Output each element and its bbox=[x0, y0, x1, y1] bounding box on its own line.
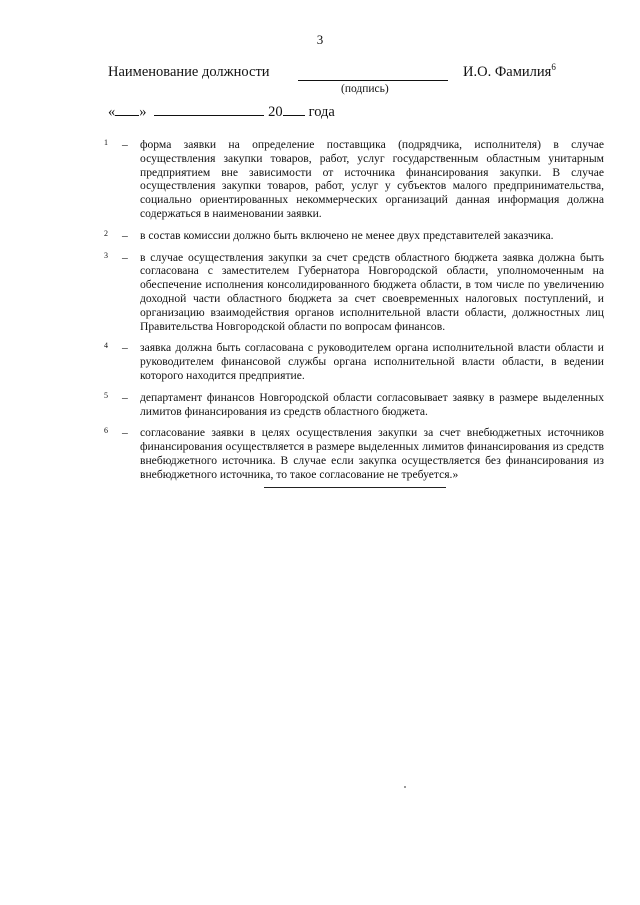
position-label: Наименование должности bbox=[108, 64, 270, 80]
name-footnote-ref: 6 bbox=[551, 62, 556, 72]
signature-block bbox=[108, 64, 578, 104]
footnote-number: 5 bbox=[104, 390, 108, 400]
footnote-number: 3 bbox=[104, 250, 108, 260]
year-prefix: 20 bbox=[268, 104, 283, 120]
footnote-number: 2 bbox=[104, 228, 108, 238]
footnote-dash: – bbox=[122, 390, 128, 404]
footnote-number: 1 bbox=[104, 138, 108, 147]
footnote-dash: – bbox=[122, 228, 128, 242]
name-label bbox=[463, 64, 556, 81]
year-blank bbox=[283, 103, 305, 116]
footnote-text: в случае осуществления закупки за счет средств областного бюджета заявка должна быть согласована с заместителем Губернатора Новгородской области, уполномоченным на обеспечение исполнения консолидированного бюджета области, в том числе по увеличению доходной части областного бюджета за счет своевременных налоговых поступлений, и организацию взаимодействия органов исполнительной власти области, должностных лиц Правительства Новгородской области по вопросам финансов. bbox=[140, 250, 604, 333]
date-open-quote: « bbox=[108, 104, 116, 120]
footnote-text: заявка должна быть согласована с руководителем органа исполнительной власти области и руководителем финансовой службы органа исполнительной власти области, в ведении которого находится предприятие. bbox=[140, 341, 604, 382]
name-text: И.О. Фамилия bbox=[463, 64, 552, 80]
month-blank bbox=[154, 103, 264, 116]
signature-caption: (подпись) bbox=[341, 83, 389, 95]
footnote-2 bbox=[104, 229, 604, 243]
end-rule bbox=[264, 487, 446, 488]
day-blank bbox=[115, 103, 139, 116]
footnote-dash: – bbox=[122, 341, 128, 355]
footnote-3 bbox=[104, 251, 604, 334]
footnote-dash: – bbox=[122, 138, 128, 151]
footnote-5 bbox=[104, 391, 604, 419]
footnote-dash: – bbox=[122, 250, 128, 264]
year-suffix: года bbox=[308, 104, 335, 120]
page-number: 3 bbox=[316, 32, 324, 47]
footnote-text: согласование заявки в целях осуществления закупки за счет внебюджетных источников финансирования осуществляется в размере выделенных лимитов финансирования из средств внебюджетного источника. В случае если закупка осуществляется без финансирования из внебюджетного источника, то такое согласование не требуется.» bbox=[140, 426, 604, 481]
footnote-dash: – bbox=[122, 426, 128, 440]
footnotes-list bbox=[104, 138, 604, 490]
footnote-text: форма заявки на определение поставщика (подрядчика, исполнителя) в случае осуществления закупки товаров, работ, услуг государственным областным унитарным предприятием вне зависимости от источника финансирования закупки. В случае осуществления закупки товаров, работ, услуг у субъектов малого предпринимательства, социально ориентированных некоммерческих организаций данная информация должна содержаться в наименовании заявки. bbox=[140, 138, 604, 220]
footnote-1 bbox=[104, 138, 604, 221]
footnote-4 bbox=[104, 341, 604, 382]
footnote-6 bbox=[104, 426, 604, 481]
footnote-text: департамент финансов Новгородской области согласовывает заявку в размере выделенных лимитов финансирования из средств областного бюджета. bbox=[140, 390, 604, 418]
date-close-quote: » bbox=[139, 104, 147, 120]
footnote-number: 4 bbox=[104, 341, 108, 351]
footnote-number: 6 bbox=[104, 426, 108, 436]
scan-speck bbox=[404, 786, 406, 788]
date-line bbox=[108, 103, 335, 121]
signature-line bbox=[298, 80, 448, 81]
footnote-text: в состав комиссии должно быть включено не менее двух представителей заказчика. bbox=[140, 228, 554, 242]
